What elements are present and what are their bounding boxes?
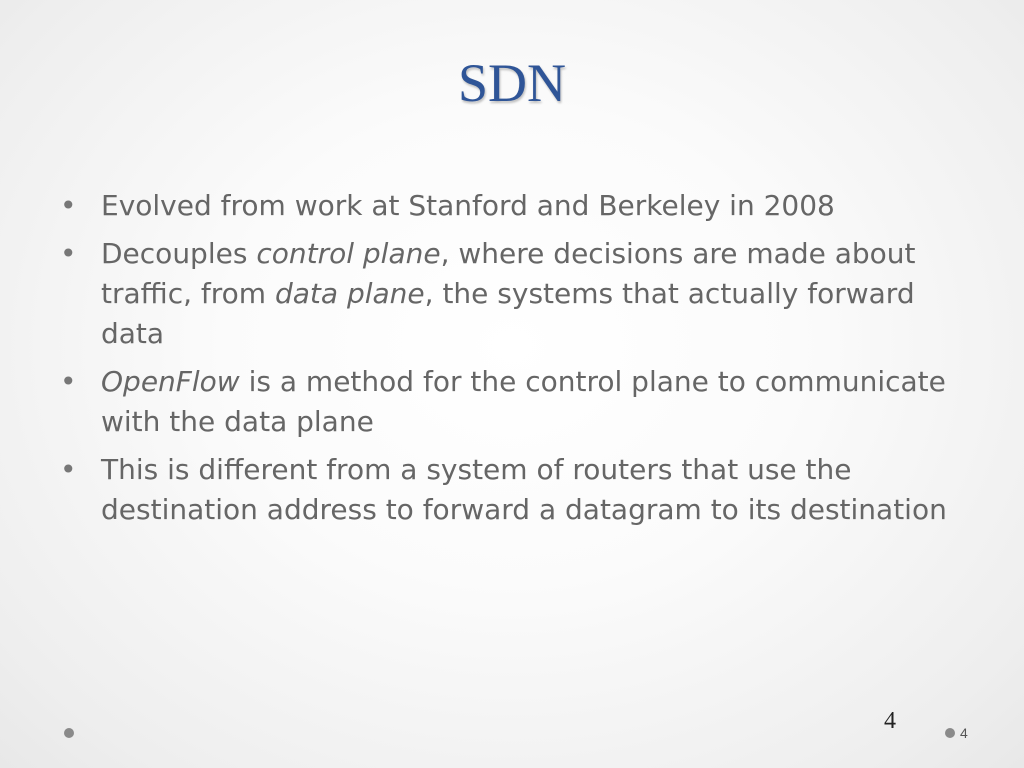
- bullet-dot-icon: •: [60, 237, 77, 270]
- bullet-item-2: [60, 234, 950, 354]
- bullet-text-1-part-1: Evolved from work at Stanford and Berkeley in 2008: [101, 189, 835, 222]
- slide-number: 4: [960, 725, 968, 741]
- bullet-text-2-part-3: , where decisions are made about traffic, from: [101, 237, 916, 310]
- bullet-text-3-part-2: is a method for the control plane to communicate with the data plane: [101, 365, 946, 438]
- bullet-item-1: [60, 186, 950, 226]
- bullet-text-2-emphasis-control-plane: control plane: [256, 237, 441, 270]
- bullet-text-4-part-1: This is different from a system of routers that use the destination address to forward a datagram to its destination: [101, 453, 947, 526]
- page-number: 4: [884, 708, 896, 734]
- bullet-text-2-part-5: , the systems that actually forward data: [101, 277, 915, 350]
- bullet-text-2-part-1: Decouples: [101, 237, 257, 270]
- bullet-dot-icon: •: [60, 189, 77, 222]
- bullet-dot-icon: •: [60, 365, 77, 398]
- bullet-text-2-emphasis-data-plane: data plane: [274, 277, 425, 310]
- bullet-item-3: [60, 362, 950, 442]
- slide-title: SDN: [457, 53, 567, 113]
- bullet-item-4: [60, 450, 950, 530]
- footer-right-dot-icon: [945, 728, 955, 738]
- footer-left-dot-icon: [64, 728, 74, 738]
- bullet-text-3-emphasis-openflow: OpenFlow: [101, 365, 240, 398]
- bullet-dot-icon: •: [60, 453, 77, 486]
- bullet-list: [60, 186, 950, 538]
